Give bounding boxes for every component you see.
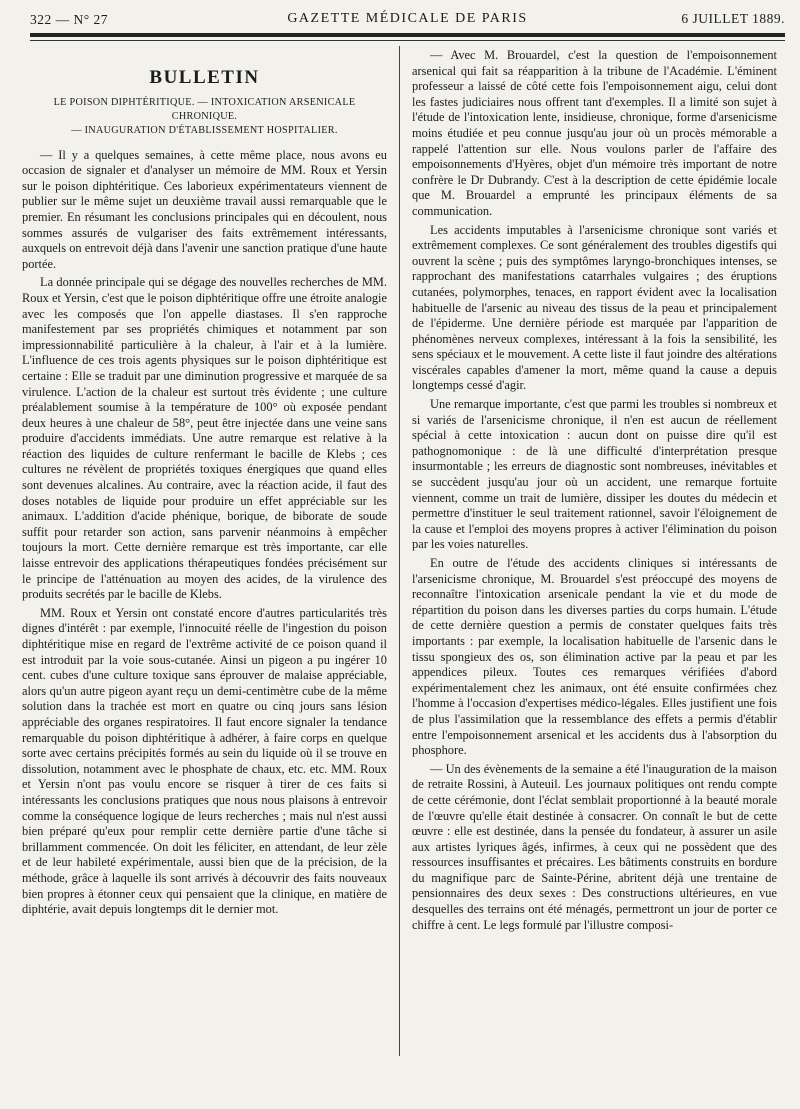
article-paragraph: En outre de l'étude des accidents cliniques si intéressants de l'arsenicisme chronique, M. Brouardel s'est préoccupé des moyens de reconnaître l'intoxication arsenicale pendant la vie et du mode de répartition du poison dans les diverses parties du corps humain. L'étude de cette dernière question a permis de constater quelques faits très importants : par exemple, la localisation habituelle de l'arsenic dans le tissu spongieux des os, son élimination active par la peau et par les appendices pileux. Toutes ces remarques vérifiées d'abord expérimentalement chez les animaux, ont été ensuite confirmées chez l'homme à l'occasion d'expertises médico-légales. Elles justifient une fois de plus l'assimilation que la ressemblance des effets a permis d'établir entre l'empoisonnement arsenical et les accidents dus à l'absorption du phosphore. (412, 556, 777, 758)
bulletin-title: BULLETIN (149, 67, 260, 88)
article-paragraph: MM. Roux et Yersin ont constaté encore d'autres particularités très dignes d'intérêt : par exemple, l'innocuité réelle de l'ingestion du poison diphtéritique mise en regard de l'extrême activité de ce poison quand il est introduit par la voie sous-cutanée. Ainsi un pigeon a pu ingérer 10 cent. cubes d'une culture toxique sans éprouver de malaise appréciable, alors qu'un autre pigeon ayant reçu un demi-centimètre cube de la même solution dans la trachée est mort en quatre ou cinq jours sans lésion appréciable des organes respiratoires. Il faut encore signaler la tendance remarquable du poison diphtéritique à adhérer, à faire corps en quelque sorte avec certains précipités formés au sein du liquide où il se trouve en dissolution, notamment avec le phosphate de chaux, etc. etc. MM. Roux et Yersin n'ont pas voulu encore se risquer à tirer de ces faits si intéressants les conclusions pratiques que nous nous plaisons à entrevoir comme la conséquence logique de leurs recherches ; mais nul n'est aussi bien préparé qu'eux pour remplir cette dernière partie d'une tâche si brillamment commencée. On doit les féliciter, en attendant, de leur zèle et de leur habileté expérimentale, aussi bien que de la précision, de la méthode, grâce à laquelle ils sont arrivés à découvrir des faits nouveaux bien propres à étonner ceux qui pensaient que la clinique, en matière de diphtérie, avait depuis longtemps dit le dernier mot. (22, 605, 387, 917)
header-rule-thin (30, 40, 785, 41)
article-paragraph: — Avec M. Brouardel, c'est la question de l'empoisonnement arsenical qui fait sa réapparition à la tribune de l'Académie. L'éminent professeur a laissé de côté cette fois l'empoisonnement aigu, celui dont les fastes judiciaires nous offrent tant d'exemples. Il a limité son sujet à l'étude de l'intoxication lente, insidieuse, chronique, forme d'arsenicisme moins étudiée et peu connue jusqu'au jour où un procès mémorable a rappelé l'attention sur elle. Nous voulons parler de l'affaire des empoisonnements d'Hyères, objet d'un mémoire très important de notre confrère le Dr Dubrandy. C'est à la description de cette épidémie locale que M. Brouardel a emprunté les principaux éléments de sa communication. (412, 48, 777, 218)
bulletin-subtitle-line2: — INAUGURATION D'ÉTABLISSEMENT HOSPITALIER. (71, 124, 338, 136)
bulletin-subtitle-line1: LE POISON DIPHTÉRITIQUE. — INTOXICATION ARSENICALE CHRONIQUE. (53, 96, 356, 122)
header-rule-thick (30, 33, 785, 37)
article-paragraph: — Un des évènements de la semaine a été l'inauguration de la maison de retraite Rossini, à Auteuil. Les journaux politiques ont rendu compte de cette cérémonie, dont l'éclat semblait proportionné à la beauté morale de l'œuvre qu'elle était destinée à consacrer. On connaît le but de cette œuvre : elle est destinée, dans la pensée du fondateur, à assurer un asile aux artistes lyriques âgés, infirmes, à ceux qui ne possèdent que des ressources insuffisantes et précaires. Les bâtiments construits en bordure du magnifique parc de Sainte-Périne, abritent déjà une trentaine de pensionnaires des deux sexes : Des constructions ultérieures, en vue desquelles des terrains ont été ménagés, permettront un jour de porter ce chiffre à cent. Le legs formulé par l'illustre composi- (412, 761, 777, 932)
article-paragraph: Les accidents imputables à l'arsenicisme chronique sont variés et extrêmement complexes. Ce sont généralement des troubles digestifs qui ouvrent la scène ; puis des symptômes laryngo-bronchiques intenses, se rapprochant des manifestations catarrhales vulgaires ; des éruptions cutanées, polymorphes, tenaces, en rapport évident avec la localisation habituelle de l'arsenic au niveau des tissus de la peau et principalement de l'épiderme. Une dernière période est marquée par l'apparition de phénomènes nerveux complexes, intéressant à la fois la sensibilité, les sens spéciaux et le mouvement. A cette liste il faut joindre des altérations viscérales capables d'amener la mort, même quand la cause a depuis longtemps cessé d'agir. (412, 222, 777, 393)
left-column (22, 48, 387, 921)
article-paragraph: — Il y a quelques semaines, à cette même place, nous avons eu occasion de signaler et d'analyser un mémoire de MM. Roux et Yersin sur le poison diphtéritique. Ces laborieux expérimentateurs viennent de publier sur le même sujet un deuxième travail aussi remarquable que le premier. En résumant les conclusions principales qui en découlent, nous sommes assurés de vulgariser des faits extrêmement intéressants, auxquels on entrevoit déjà dans l'avenir une sanction pratique d'une haute portée. (22, 147, 387, 271)
page-number: 322 — N° 27 (30, 12, 109, 27)
bulletin-subtitle (22, 96, 387, 138)
column-divider (399, 46, 400, 1056)
page-header (30, 8, 785, 30)
article-paragraph: Une remarque importante, c'est que parmi les troubles si nombreux et si variés de l'arsenicisme chronique, il n'en est aucun de réellement spécial à cette intoxication : aucun dont on puisse dire qu'il est pathognomonique : de là une difficulté d'interprétation presque insurmontable ; les erreurs de diagnostic sont nombreuses, inévitables et se succèdent jusqu'au jour où un accident, une remarque fortuite viennent, comme un trait de lumière, dissiper les doutes du médecin et permettre d'instituer le seul traitement rationnel, savoir l'éloignement de la cause et l'emploi des moyens propres à activer l'élimination du poison par les voies naturelles. (412, 397, 777, 552)
issue-date: 6 JUILLET 1889. (681, 11, 785, 26)
right-column (412, 48, 777, 936)
journal-title: GAZETTE MÉDICALE DE PARIS (287, 11, 528, 26)
article-paragraph: La donnée principale qui se dégage des nouvelles recherches de MM. Roux et Yersin, c'est que le poison diphtéritique offre une étroite analogie avec les composés que l'on appelle diastases. Il s'en rapproche manifestement par ses propriétés chimiques et notamment par son impressionnabilité particulière à la chaleur, à l'air et à la lumière. L'influence de ces trois agents physiques sur le poison diphtéritique est certaine : Elle se traduit par une diminution progressive et marquée de sa virulence. L'action de la chaleur est surtout très évidente ; une culture préalablement soumise à la température de 100° où exposée pendant deux heures à une chaleur de 58°, peut être injectée dans une veine sans produire d'accidents immédiats. Une autre remarque est relative à la réaction des liquides de culture renfermant le bacille de Klebs ; ces cultures ne révèlent de propriétés toxiques énergiques que quand elles sont devenues alcalines. Au contraire, avec la réaction acide, il faut des doses notables de liquide pour produire un effet appréciable sur les animaux. L'addition d'acide phénique, borique, de biborate de soude suffit pour retarder son action, sans parvenir néanmoins à empêcher toujours la mort. Cette dernière remarque est très importante, car elle laisse entrevoir des applications thérapeutiques fondées précisément sur le principe de l'atténuation au moyen des acides, de la virulence des produits secrétés par le bacille de Klebs. (22, 275, 387, 602)
